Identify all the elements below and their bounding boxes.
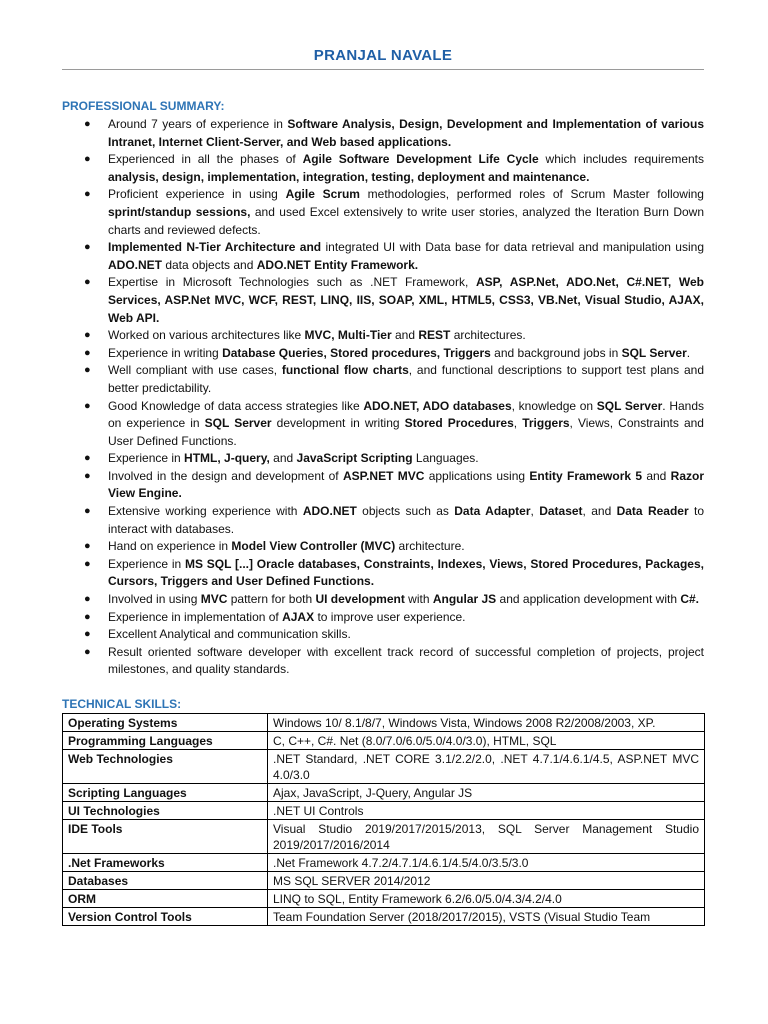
summary-text: MS SQL [...] Oracle databases, Constraints, Indexes, Views, Stored Procedures, Packages, Cursors, Triggers and User Defined Functions. — [108, 556, 704, 589]
skill-values: Windows 10/ 8.1/8/7, Windows Vista, Windows 2008 R2/2008/2003, XP. — [268, 714, 705, 732]
summary-text: Dataset — [539, 504, 583, 519]
bullet-icon: ● — [84, 540, 91, 553]
summary-text: and — [642, 468, 671, 483]
summary-text: architectures. — [450, 328, 526, 343]
summary-text: to improve user experience. — [314, 609, 466, 624]
skill-category: .Net Frameworks — [63, 854, 268, 872]
summary-text: architecture. — [395, 539, 465, 554]
table-row — [63, 890, 705, 908]
summary-text: and — [269, 451, 297, 466]
summary-text: , and functional descriptions to support test plans and better predictability. — [108, 363, 705, 395]
summary-text: Proficient experience in using — [108, 187, 286, 202]
skill-values: C, C++, C#. Net (8.0/7.0/6.0/5.0/4.0/3.0), HTML, SQL — [268, 732, 705, 750]
summary-item — [62, 274, 704, 327]
skill-category: Version Control Tools — [63, 908, 268, 926]
table-row — [63, 802, 705, 820]
summary-text: , knowledge on — [511, 398, 597, 413]
skill-category: IDE Tools — [63, 820, 268, 854]
summary-text: Good Knowledge of data access strategies like — [108, 398, 364, 413]
table-row — [63, 750, 705, 784]
summary-item — [62, 538, 704, 556]
table-row — [63, 872, 705, 890]
summary-text: Involved in the design and development of — [108, 468, 343, 483]
summary-text: Extensive working experience with — [108, 504, 303, 519]
summary-item — [62, 116, 704, 151]
summary-text: Experienced in all the phases of — [108, 152, 303, 167]
skill-category: UI Technologies — [63, 802, 268, 820]
table-row — [63, 820, 705, 854]
summary-text: and used Excel extensively to write user stories, analyzed the Iteration Burn Down charts and reviewed defects. — [108, 204, 704, 237]
skill-category: Databases — [63, 872, 268, 890]
summary-text: Implemented N-Tier Architecture and — [108, 240, 322, 255]
summary-text: with — [404, 592, 433, 607]
summary-text: Razor View Engine. — [108, 468, 704, 501]
summary-text: . — [686, 345, 691, 360]
bullet-icon: ● — [84, 118, 91, 130]
summary-text: AJAX — [282, 609, 315, 624]
header-divider — [62, 69, 704, 70]
candidate-name: PRANJAL NAVALE — [313, 47, 453, 64]
summary-text: SQL Server — [621, 345, 687, 360]
summary-text: MVC, Multi-Tier — [304, 328, 392, 343]
bullet-icon: ● — [84, 276, 91, 289]
summary-text: Agile Scrum — [285, 187, 360, 202]
technical-skills-table — [62, 713, 705, 926]
summary-item — [62, 186, 704, 239]
skill-category: Web Technologies — [63, 750, 268, 784]
summary-text: applications using — [424, 468, 530, 483]
summary-text: methodologies, performed roles of Scrum Master following — [359, 187, 704, 202]
skill-values: .NET Standard, .NET CORE 3.1/2.2/2.0, .NET 4.7.1/4.6.1/4.5, ASP.NET MVC 4.0/3.0 — [268, 750, 705, 784]
summary-text: Stored Procedures — [404, 416, 514, 431]
summary-item — [62, 626, 704, 644]
bullet-icon: ● — [84, 399, 91, 412]
summary-text: to interact with databases. — [108, 504, 704, 536]
bullet-icon: ● — [84, 329, 91, 342]
summary-text: Hand on experience in — [108, 539, 232, 554]
summary-text: ADO.NET — [108, 257, 162, 272]
bullet-icon: ● — [84, 628, 91, 641]
summary-text: Database Queries, Stored procedures, Triggers — [222, 345, 491, 360]
bullet-icon: ● — [84, 452, 91, 465]
summary-item — [62, 450, 704, 468]
summary-item — [62, 398, 704, 451]
summary-text: pattern for both — [227, 592, 316, 607]
summary-text: ASP, ASP.Net, ADO.Net, C#.NET, Web Services, ASP.Net MVC, WCF, REST, LINQ, IIS, SOAP, XML, HTML5, CSS3, VB.Net, Visual Studio, AJAX, Web API. — [108, 275, 704, 325]
summary-text: REST — [418, 328, 451, 343]
table-row — [63, 784, 705, 802]
skill-category: ORM — [63, 890, 268, 908]
summary-text: and background jobs in — [490, 345, 622, 360]
summary-text: SQL Server — [204, 416, 272, 431]
summary-text: SQL Server — [596, 398, 663, 413]
summary-text: Triggers — [522, 416, 570, 431]
summary-item — [62, 345, 704, 363]
bullet-icon: ● — [84, 241, 91, 254]
summary-text: Involved in using — [108, 592, 201, 607]
summary-text: Excellent Analytical and communication skills. — [108, 627, 351, 642]
skill-values: Visual Studio 2019/2017/2015/2013, SQL Server Management Studio 2019/2017/2016/2014 — [268, 820, 705, 854]
summary-text: Experience in writing — [108, 345, 223, 360]
bullet-icon: ● — [84, 364, 91, 377]
summary-text: . Hands on experience in — [108, 398, 705, 431]
summary-text: analysis, design, implementation, integration, testing, deployment and maintenance. — [108, 169, 590, 184]
summary-text: , — [513, 416, 523, 431]
bullet-icon: ● — [84, 188, 91, 201]
summary-text: Result oriented software developer with excellent track record of successful completion of projects, project milestones, and quality standards. — [108, 644, 704, 677]
summary-list — [62, 116, 704, 679]
summary-text: Experience in implementation of — [108, 609, 283, 624]
summary-heading: PROFESSIONAL SUMMARY: — [62, 99, 225, 113]
summary-text: which includes requirements — [538, 152, 704, 167]
summary-item — [62, 556, 704, 591]
technical-skills-heading: TECHNICAL SKILLS: — [62, 697, 182, 711]
summary-text: ADO.NET Entity Framework. — [256, 257, 419, 272]
skill-values: Team Foundation Server (2018/2017/2015), VSTS (Visual Studio Team — [268, 908, 705, 926]
summary-text: and application development with — [496, 592, 681, 607]
summary-text: Worked on various architectures like — [108, 328, 305, 343]
summary-text: Data Reader — [616, 504, 689, 519]
summary-item — [62, 327, 704, 345]
bullet-icon: ● — [84, 593, 91, 606]
summary-text: functional flow charts — [281, 363, 409, 378]
summary-item — [62, 609, 704, 627]
summary-text: Software Analysis, Design, Development and Implementation of various Intranet, Internet Client-Server, and Web based applications. — [108, 117, 704, 149]
bullet-icon: ● — [84, 469, 91, 482]
summary-text: C#. — [680, 592, 700, 607]
summary-item — [62, 644, 704, 679]
summary-item — [62, 591, 704, 609]
summary-text: objects such as — [356, 504, 455, 519]
bullet-icon: ● — [84, 505, 91, 518]
bullet-icon: ● — [84, 610, 91, 623]
skill-values: MS SQL SERVER 2014/2012 — [268, 872, 705, 890]
summary-text: , — [530, 504, 540, 519]
summary-text: Experience in — [108, 556, 185, 571]
summary-text: ADO.NET, ADO databases — [363, 398, 512, 413]
bullet-icon: ● — [84, 557, 91, 570]
summary-text: data objects and — [162, 257, 257, 272]
summary-item — [62, 151, 704, 186]
summary-text: , and — [582, 504, 617, 519]
skill-values: Ajax, JavaScript, J-Query, Angular JS — [268, 784, 705, 802]
summary-text: development in writing — [271, 416, 405, 431]
summary-text: Expertise in Microsoft Technologies such as .NET Framework, — [108, 275, 476, 290]
skill-values: .Net Framework 4.7.2/4.7.1/4.6.1/4.5/4.0/3.5/3.0 — [268, 854, 705, 872]
summary-text: Model View Controller (MVC) — [231, 539, 396, 554]
skill-category: Programming Languages — [63, 732, 268, 750]
summary-text: Around 7 years of experience in — [108, 117, 288, 131]
summary-text: Data Adapter — [454, 504, 531, 519]
summary-text: ASP.NET MVC — [342, 468, 425, 483]
skill-values: .NET UI Controls — [268, 802, 705, 820]
summary-text: , Views, Constraints and User Defined Functions. — [108, 416, 704, 448]
skill-category: Operating Systems — [63, 714, 268, 732]
summary-text: Languages. — [412, 451, 479, 466]
summary-text: JavaScript Scripting — [296, 451, 413, 466]
summary-text: Well compliant with use cases, — [108, 363, 282, 378]
summary-text: integrated UI with Data base for data retrieval and manipulation using — [321, 240, 704, 255]
summary-text: Angular JS — [432, 592, 497, 607]
summary-item — [62, 239, 704, 274]
table-row — [63, 854, 705, 872]
table-row — [63, 908, 705, 926]
summary-text: ADO.NET — [302, 504, 357, 519]
summary-text: HTML, J-query, — [184, 451, 270, 466]
summary-text: MVC — [200, 592, 228, 607]
summary-text: and — [391, 328, 419, 343]
summary-item — [62, 468, 704, 503]
summary-text: UI development — [315, 592, 405, 607]
table-row — [63, 732, 705, 750]
summary-text: Entity Framework 5 — [529, 468, 643, 483]
summary-text: Experience in — [108, 451, 185, 466]
skill-category: Scripting Languages — [63, 784, 268, 802]
bullet-icon: ● — [84, 346, 91, 359]
skill-values: LINQ to SQL, Entity Framework 6.2/6.0/5.0/4.3/4.2/4.0 — [268, 890, 705, 908]
summary-text: sprint/standup sessions, — [108, 204, 251, 219]
bullet-icon: ● — [84, 153, 91, 166]
summary-text: Agile Software Development Life Cycle — [302, 152, 539, 167]
summary-item — [62, 362, 704, 397]
bullet-icon: ● — [84, 645, 91, 658]
table-row — [63, 714, 705, 732]
summary-item — [62, 503, 704, 538]
